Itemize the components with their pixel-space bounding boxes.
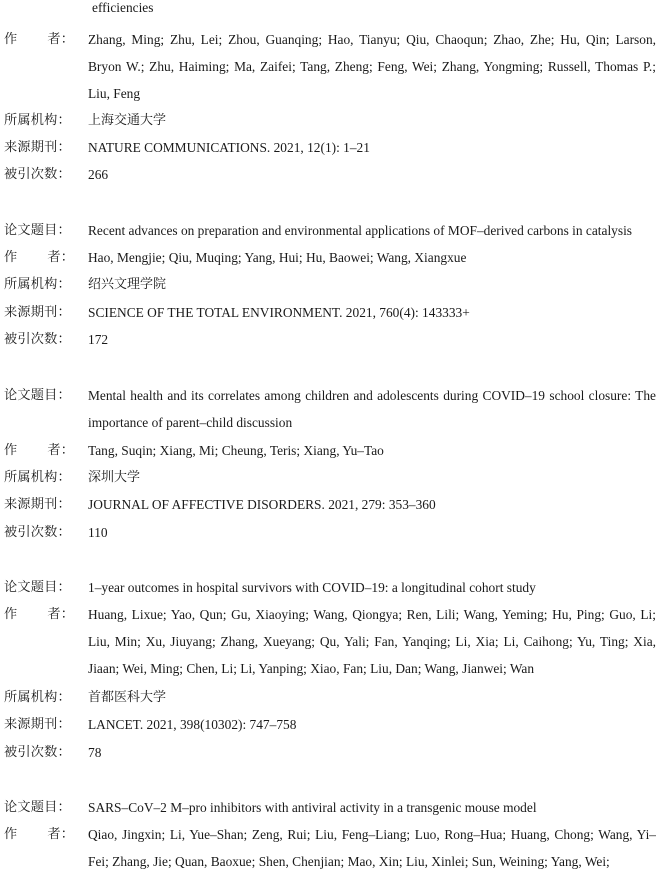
- record-2-journal: SCIENCE OF THE TOTAL ENVIRONMENT. 2021, 760(4): 143333+: [88, 305, 470, 320]
- record-2-title: Recent advances on preparation and environmental applications of MOF–derived carbons in catalysis: [88, 223, 633, 238]
- institution-label: 所属机构：: [4, 470, 71, 485]
- authors-label: 作 者：: [4, 607, 75, 622]
- citations-label: 被引次数：: [4, 167, 71, 182]
- journal-label: 来源期刊：: [4, 497, 71, 512]
- record-4-title: 1–year outcomes in hospital survivors with COVID–19: a longitudinal cohort study: [88, 580, 536, 595]
- record-1-citations: 266: [88, 167, 109, 182]
- record-3-institution: 深圳大学: [88, 470, 141, 485]
- record-1-journal: NATURE COMMUNICATIONS. 2021, 12(1): 1–21: [88, 140, 370, 155]
- carryover-title-row: [4, 0, 656, 25]
- citations-label: 被引次数：: [4, 525, 71, 540]
- institution-label: 所属机构：: [4, 277, 71, 292]
- record-4-authors: Huang, Lixue; Yao, Qun; Gu, Xiaoying; Wang, Qiongya; Ren, Lili; Wang, Yeming; Hu, Ping; Guo, Li; Liu, Min; Xu, Jiuyang; Zhang, Xueyang; Qu, Yali; Fan, Yanqing; Li, Xia; Li, Caihong; Yu, Ting; Xia, Jiaan; Wei, Ming; Chen, Li; Li, Yanping; Xiao, Fan; Liu, Dan; Wang, Jianwei; Wan: [88, 607, 656, 676]
- record-3-title: Mental health and its correlates among children and adolescents during COVID–19 school closure: The importance of parent–child discussion: [88, 388, 656, 430]
- record-4-citations: 78: [88, 745, 102, 760]
- journal-label: 来源期刊：: [4, 305, 71, 320]
- record-3-journal: JOURNAL OF AFFECTIVE DISORDERS. 2021, 279: 353–360: [88, 497, 436, 512]
- journal-label: 来源期刊：: [4, 717, 71, 732]
- record-1-authors: Zhang, Ming; Zhu, Lei; Zhou, Guanqing; Hao, Tianyu; Qiu, Chaoqun; Zhao, Zhe; Hu, Qin; Larson, Bryon W.; Zhu, Haiming; Ma, Zaifei; Tang, Zheng; Feng, Wei; Zhang, Yongming; Russell, Thomas P.; Liu, Feng: [88, 32, 656, 101]
- record-2-citations: 172: [88, 332, 109, 347]
- title-label: 论文题目：: [4, 580, 71, 595]
- record-3-citations: 110: [88, 525, 108, 540]
- record-2-institution: 绍兴文理学院: [88, 277, 167, 292]
- authors-label: 作 者：: [4, 827, 75, 842]
- authors-label: 作 者：: [4, 32, 75, 47]
- carryover-title: efficiencies: [92, 0, 154, 15]
- record-1-institution: 上海交通大学: [88, 113, 167, 128]
- record-5-authors: Qiao, Jingxin; Li, Yue–Shan; Zeng, Rui; Liu, Feng–Liang; Luo, Rong–Hua; Huang, Chong; Wang, Yi–Fei; Zhang, Jie; Quan, Baoxue; Shen, Chenjian; Mao, Xin; Liu, Xinlei; Sun, Weining; Yang, Wei;: [88, 827, 656, 869]
- institution-label: 所属机构：: [4, 113, 71, 128]
- authors-label: 作 者：: [4, 443, 75, 458]
- citations-label: 被引次数：: [4, 332, 71, 347]
- institution-label: 所属机构：: [4, 690, 71, 705]
- record-4-journal: LANCET. 2021, 398(10302): 747–758: [88, 717, 297, 732]
- record-3-authors: Tang, Suqin; Xiang, Mi; Cheung, Teris; Xiang, Yu–Tao: [88, 443, 384, 458]
- record-5-authors-row: [4, 821, 656, 877]
- journal-label: 来源期刊：: [4, 140, 71, 155]
- title-label: 论文题目：: [4, 223, 71, 238]
- authors-label: 作 者：: [4, 250, 75, 265]
- record-5-title: SARS–CoV–2 M–pro inhibitors with antiviral activity in a transgenic mouse model: [88, 800, 537, 815]
- title-label: 论文题目：: [4, 800, 71, 815]
- record-4-institution: 首都医科大学: [88, 690, 167, 705]
- title-label: 论文题目：: [4, 388, 71, 403]
- citations-label: 被引次数：: [4, 745, 71, 760]
- record-2-authors: Hao, Mengjie; Qiu, Muqing; Yang, Hui; Hu, Baowei; Wang, Xiangxue: [88, 250, 467, 265]
